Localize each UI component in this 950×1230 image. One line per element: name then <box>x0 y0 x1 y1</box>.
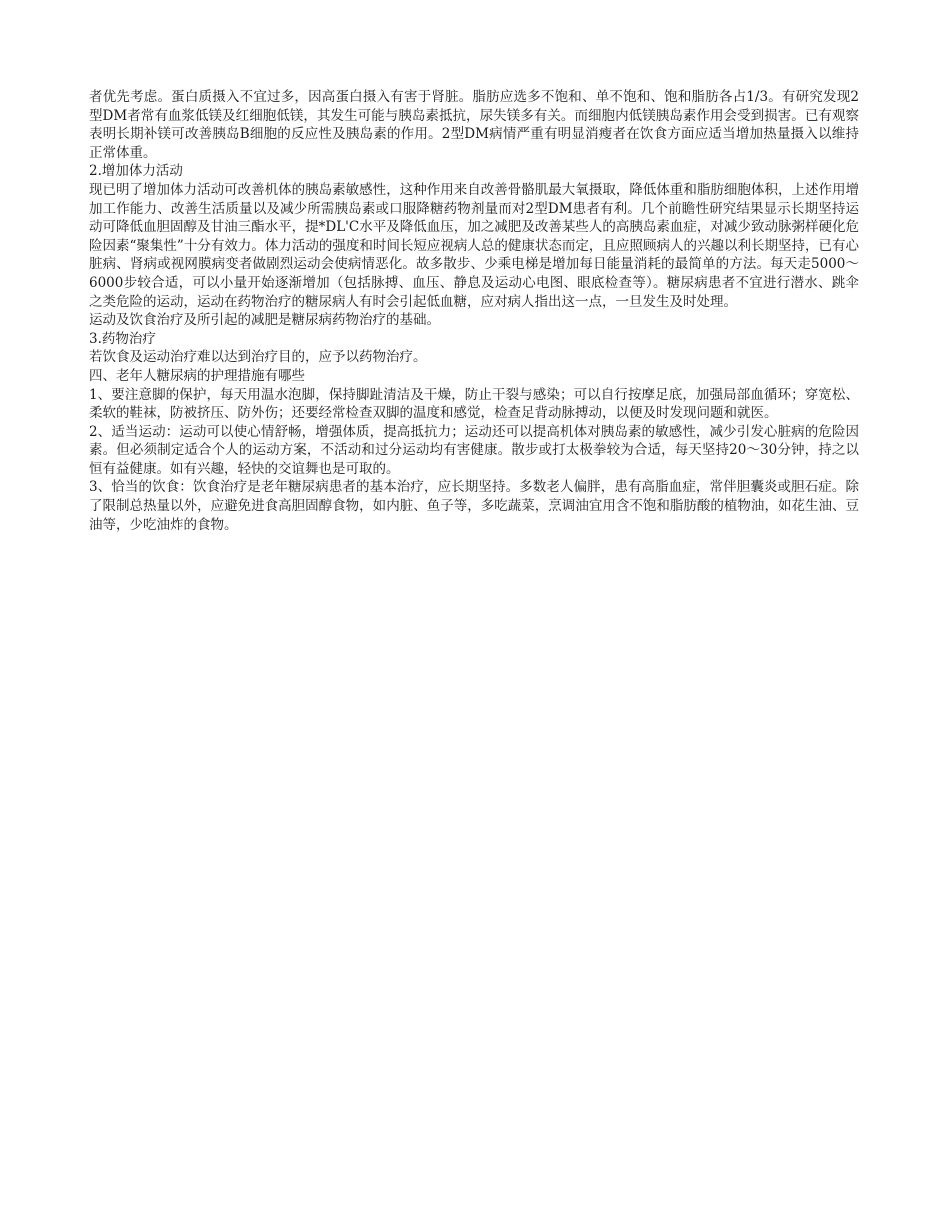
paragraph-drug-therapy: 若饮食及运动治疗难以达到治疗目的，应予以药物治疗。 <box>89 349 427 366</box>
heading-drug-therapy: 3.药物治疗 <box>89 330 156 347</box>
paragraph-diet-continuation: 者优先考虑。蛋白质摄入不宜过多，因高蛋白摄入有害于肾脏。脂肪应选多不饱和、单不饱和、饱和脂肪各占1/3。有研究发现2型DM者常有血浆低镁及红细胞低镁，其发生可能与胰岛素抵抗，尿失镁多有关。而细胞内低镁胰岛素作用会受到损害。已有观察表明长期补镁可改善胰岛B细胞的反应性及胰岛素的作用。2型DM病情严重有明显消瘦者在饮食方面应适当增加热量摄入以维持正常体重。 <box>89 89 859 161</box>
heading-nursing-measures: 四、老年人糖尿病的护理措施有哪些 <box>89 367 305 384</box>
paragraph-diet: 3、恰当的饮食：饮食治疗是老年糖尿病患者的基本治疗，应长期坚持。多数老人偏胖，患有高脂血症，常伴胆囊炎或胆石症。除了限制总热量以外，应避免进食高胆固醇食物，如内脏、鱼子等，多吃蔬菜，烹调油宜用含不饱和脂肪酸的植物油，如花生油、豆油等，少吃油炸的食物。 <box>89 479 859 533</box>
document-body <box>89 88 859 534</box>
heading-physical-activity: 2.增加体力活动 <box>89 163 183 180</box>
paragraph-exercise: 2、适当运动：运动可以使心情舒畅，增强体质，提高抵抗力；运动还可以提高机体对胰岛素的敏感性，减少引发心脏病的危险因素。但必须制定适合个人的运动方案，不活动和过分运动均有害健康。散步或打太极拳较为合适，每天坚持20～30分钟，持之以恒有益健康。如有兴趣，轻快的交谊舞也是可取的。 <box>89 423 859 477</box>
paragraph-physical-activity: 现已明了增加体力活动可改善机体的胰岛素敏感性，这种作用来自改善骨骼肌最大氧摄取，降低体重和脂肪细胞体积，上述作用增加工作能力、改善生活质量以及减少所需胰岛素或口服降糖药物剂量而对2型DM患者有利。几个前瞻性研究结果显示长期坚持运动可降低血胆固醇及甘油三酯水平，提*DL'C水平及降低血压，加之减肥及改善某些人的高胰岛素血症，对减少致动脉粥样硬化危险因素“聚集性”十分有效力。体力活动的强度和时间长短应视病人总的健康状态而定，且应照顾病人的兴趣以利长期坚持，已有心脏病、肾病或视网膜病变者做剧烈运动会使病情恶化。故多散步、少乘电梯是增加每日能量消耗的最简单的方法。每天走5000～6000步较合适，可以小量开始逐渐增加（包括脉搏、血压、静息及运动心电图、眼底检查等）。糖尿病患者不宜进行潜水、跳伞之类危险的运动，运动在药物治疗的糖尿病人有时会引起低血糖，应对病人指出这一点，一旦发生及时处理。 <box>89 181 859 310</box>
paragraph-exercise-foundation: 运动及饮食治疗及所引起的减肥是糖尿病药物治疗的基础。 <box>89 312 440 329</box>
paragraph-foot-care: 1、要注意脚的保护，每天用温水泡脚，保持脚趾清洁及干燥，防止干裂与感染；可以自行按摩足底，加强局部血循环；穿宽松、柔软的鞋袜，防被挤压、防外伤；还要经常检查双脚的温度和感觉，检查足背动脉搏动，以便及时发现问题和就医。 <box>89 386 859 422</box>
